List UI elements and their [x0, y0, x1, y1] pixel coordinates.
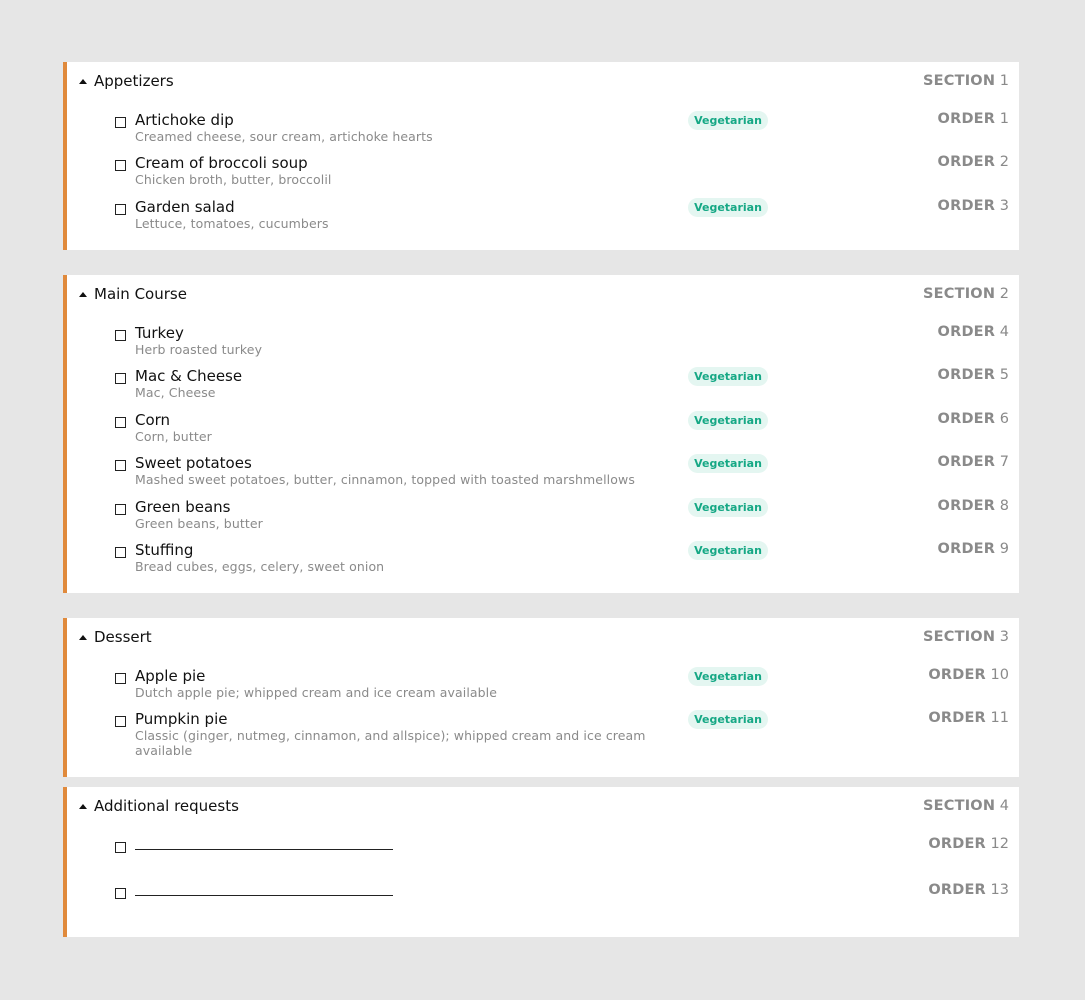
section-number: SECTION 4 [923, 798, 1009, 814]
item-name: Garden salad [135, 198, 235, 216]
item-description: Dutch apple pie; whipped cream and ice cream available [135, 685, 498, 700]
item-checkbox[interactable] [115, 460, 126, 471]
order-number: ORDER 8 [937, 498, 1009, 514]
item-checkbox[interactable] [115, 842, 126, 853]
section-header[interactable] [79, 70, 1009, 92]
vegetarian-badge: Vegetarian [688, 667, 768, 686]
caret-up-icon[interactable] [79, 635, 87, 640]
item-checkbox[interactable] [115, 373, 126, 384]
order-number: ORDER 12 [928, 836, 1009, 852]
item-description: Lettuce, tomatoes, cucumbers [135, 216, 329, 231]
order-number: ORDER 3 [937, 198, 1009, 214]
item-name: Stuffing [135, 541, 194, 559]
section-main-course [63, 275, 1019, 593]
section-header[interactable] [79, 283, 1009, 305]
order-number: ORDER 10 [928, 667, 1009, 683]
section-number: SECTION 1 [923, 73, 1009, 89]
order-number: ORDER 13 [928, 882, 1009, 898]
item-checkbox[interactable] [115, 417, 126, 428]
item-name: Sweet potatoes [135, 454, 252, 472]
vegetarian-badge: Vegetarian [688, 111, 768, 130]
vegetarian-badge: Vegetarian [688, 198, 768, 217]
vegetarian-badge: Vegetarian [688, 411, 768, 430]
vegetarian-badge: Vegetarian [688, 498, 768, 517]
item-description: Creamed cheese, sour cream, artichoke hearts [135, 129, 433, 144]
item-checkbox[interactable] [115, 117, 126, 128]
order-number: ORDER 1 [937, 111, 1009, 127]
item-name: Mac & Cheese [135, 367, 243, 385]
order-number: ORDER 11 [928, 710, 1009, 726]
item-description: Chicken broth, butter, broccolil [135, 172, 332, 187]
order-number: ORDER 5 [937, 367, 1009, 383]
order-number: ORDER 2 [937, 154, 1009, 170]
item-name: Green beans [135, 498, 231, 516]
section-header[interactable] [79, 795, 1009, 817]
caret-up-icon[interactable] [79, 79, 87, 84]
order-number: ORDER 9 [937, 541, 1009, 557]
section-additional-requests [63, 787, 1019, 937]
item-checkbox[interactable] [115, 160, 126, 171]
vegetarian-badge: Vegetarian [688, 710, 768, 729]
vegetarian-badge: Vegetarian [688, 367, 768, 386]
vegetarian-badge: Vegetarian [688, 541, 768, 560]
item-checkbox[interactable] [115, 204, 126, 215]
caret-up-icon[interactable] [79, 804, 87, 809]
item-checkbox[interactable] [115, 547, 126, 558]
section-title: Appetizers [94, 72, 174, 90]
item-description: Classic (ginger, nutmeg, cinnamon, and allspice); whipped cream and ice cream available [135, 728, 646, 758]
section-number: SECTION 3 [923, 629, 1009, 645]
blank-request-line[interactable] [135, 895, 393, 896]
item-description: Herb roasted turkey [135, 342, 263, 357]
order-number: ORDER 7 [937, 454, 1009, 470]
item-name: Cream of broccoli soup [135, 154, 308, 172]
item-description: Mac, Cheese [135, 385, 216, 400]
section-title: Additional requests [94, 797, 239, 815]
blank-request-line[interactable] [135, 849, 393, 850]
item-checkbox[interactable] [115, 888, 126, 899]
item-description: Green beans, butter [135, 516, 263, 531]
item-name: Artichoke dip [135, 111, 234, 129]
section-title: Dessert [94, 628, 152, 646]
item-name: Pumpkin pie [135, 710, 228, 728]
item-checkbox[interactable] [115, 673, 126, 684]
item-description: Mashed sweet potatoes, butter, cinnamon, topped with toasted marshmellows [135, 472, 635, 487]
item-description: Corn, butter [135, 429, 212, 444]
item-name: Corn [135, 411, 171, 429]
item-name: Turkey [135, 324, 184, 342]
vegetarian-badge: Vegetarian [688, 454, 768, 473]
caret-up-icon[interactable] [79, 292, 87, 297]
section-dessert [63, 618, 1019, 777]
item-checkbox[interactable] [115, 504, 126, 515]
section-number: SECTION 2 [923, 286, 1009, 302]
section-title: Main Course [94, 285, 187, 303]
order-number: ORDER 6 [937, 411, 1009, 427]
item-checkbox[interactable] [115, 330, 126, 341]
item-name: Apple pie [135, 667, 206, 685]
section-appetizers [63, 62, 1019, 250]
section-header[interactable] [79, 626, 1009, 648]
item-description: Bread cubes, eggs, celery, sweet onion [135, 559, 385, 574]
order-number: ORDER 4 [937, 324, 1009, 340]
item-checkbox[interactable] [115, 716, 126, 727]
